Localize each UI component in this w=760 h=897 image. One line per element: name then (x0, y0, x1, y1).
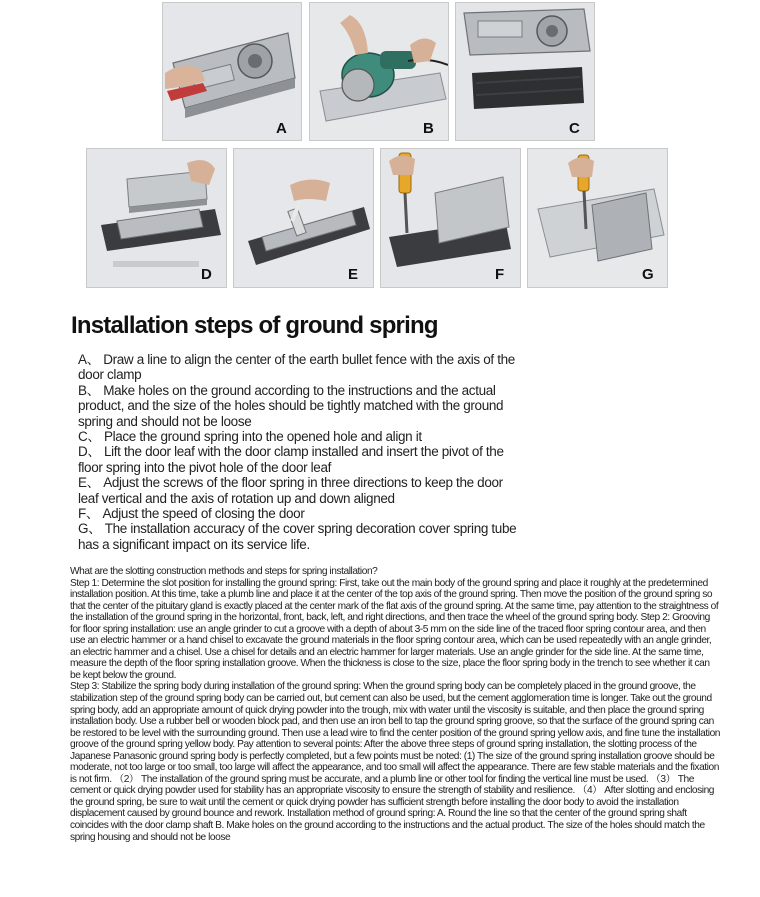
photo-step-d (86, 148, 227, 288)
photo-b-label: B (423, 120, 434, 137)
photo-c-label: C (569, 120, 580, 137)
body-text (70, 566, 722, 843)
step-g: G、 The installation accuracy of the cover spring decoration cover spring tube has a significant impact on its service life. (78, 521, 517, 552)
photo-a-label: A (276, 120, 287, 137)
step-b: B、 Make holes on the ground according to the instructions and the actual product, and the size of the holes should be tightly matched with the ground spring and should not be loose (78, 382, 504, 429)
photo-step-b (309, 2, 449, 141)
photo-step-a (162, 2, 302, 141)
photo-d-label: D (201, 266, 212, 283)
photo-e-label: E (348, 266, 359, 283)
photo-g-label: G (642, 266, 654, 283)
step-d: D、 Lift the door leaf with the door clamp installed and insert the pivot of the floor spring into the pivot hole of the door leaf (78, 444, 504, 475)
body-step1: Step 1: Determine the slot position for installing the ground spring: First, take out the main body of the ground spring and place it roughly at the predetermined installation position. At this time, take a plumb line and place it at the center of the top axis of the ground spring. Then move the position of the ground spring so that the center of the pituitary gland is exactly placed at the center mark of the flat axis of the ground spring. At the same time, pay attention to the straightness of the installation of the ground spring in the horizontal, front, back, left, and right directions, and then trace the wheel of the ground spring body. Step 2: Grooving for floor spring installation: use an angle grinder to cut a groove with a depth of about 3-5 mm on the side line of the traced floor spring contour area, and then use an electric hammer or a hand chisel to excavate the ground materials in the floor spring contour area, which can be used repeatedly with an angle grinder, an electric hammer and a chisel. Use a chisel for details and an electric hammer for larger materials. Use an angle grinder for the side line. At the same time, measure the depth of the floor spring installation groove. When the thickness is close to the size, place the floor spring body in the trench to see whether it can be kept below the ground. (70, 577, 719, 681)
photo-step-f (380, 148, 521, 288)
body-question: What are the slotting construction methods and steps for spring installation? (70, 566, 378, 577)
photo-step-e (233, 148, 374, 288)
body-step3: Step 3: Stabilize the spring body during installation of the ground spring: When the ground spring body can be completely placed in the ground groove, the stabilization step of the ground spring body can be carried out, but cement can also be used, but the cement agglomeration time is longer. Take out the ground spring body, add an appropriate amount of quick drying powder into the trough, mix with water until the viscosity is suitable, and then place the ground spring installation body. Use a rubber bell or wooden block pad, and then use an iron bell to tap the ground spring groove, so that the surface of the ground spring can be restored to be level with the surrounding ground. Then use a lead wire to find the center position of the ground spring yellow axis, and fine tune the installation groove of the ground spring yellow body. Pay attention to several points: After the above three steps of ground spring installation, the slotting process of the Japanese Panasonic ground spring body is perfectly completed, but a few points must be noted: (1) The size of the ground spring installation groove should be moderate, not too large or too small, too large will affect the appearance, and too small will affect the appearance. There are few stable materials and the fixation is not firm. （2） The installation of the ground spring must be accurate, and a plumb line or other tool for finding the vertical line must be used. （3） The cement or quick drying powder used for stability has an appropriate viscosity to ensure the strength of stability and resilience. （4） After slotting and enclosing the ground spring, be sure to wait until the cement or quick drying powder has sufficient strength before installing the door body to avoid the installation displacement caused by ground bounce and rework. Installation method of ground spring: A. Round the line so that the center of the ground spring shaft coincides with the door clamp shaft B. Make holes on the ground according to the instructions and the actual product. The size of the holes should match the spring housing and should not be loose (70, 681, 721, 843)
step-a: A、 Draw a line to align the center of the earth bullet fence with the axis of the door clamp (78, 352, 515, 383)
step-c: C、 Place the ground spring into the opened hole and align it (78, 429, 422, 445)
installation-steps-list (78, 352, 518, 552)
page-title: Installation steps of ground spring (71, 312, 438, 339)
step-f: F、 Adjust the speed of closing the door (78, 506, 305, 522)
photo-step-g (527, 148, 668, 288)
photo-f-label: F (495, 266, 505, 283)
photo-step-c (455, 2, 595, 141)
step-e: E、 Adjust the screws of the floor spring in three directions to keep the door leaf vertical and the axis of rotation up and down aligned (78, 475, 503, 506)
